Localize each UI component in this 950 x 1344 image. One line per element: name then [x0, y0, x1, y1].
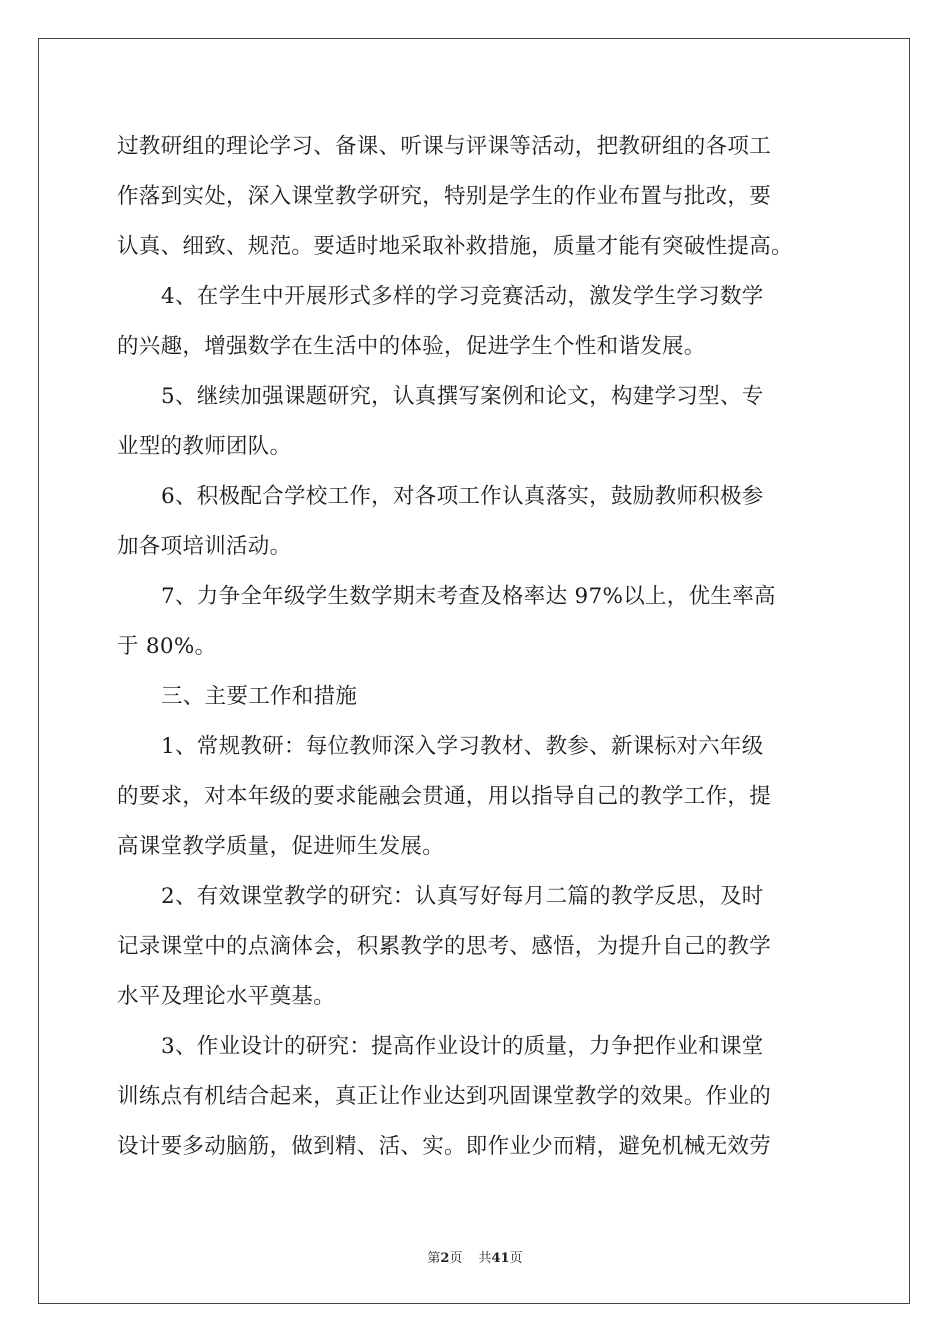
page-footer — [0, 1247, 950, 1266]
text-line: 7、力争全年级学生数学期末考查及格率达 97%以上，优生率高 — [161, 584, 776, 609]
text-line: 的要求，对本年级的要求能融会贯通，用以指导自己的教学工作，提 — [117, 784, 772, 809]
text-line: 5、继续加强课题研究，认真撰写案例和论文，构建学习型、专 — [161, 384, 764, 409]
text-line: 过教研组的理论学习、备课、听课与评课等活动，把教研组的各项工 — [117, 134, 772, 159]
text-line: 2、有效课堂教学的研究：认真写好每月二篇的教学反思，及时 — [161, 884, 764, 909]
section-heading: 三、主要工作和措施 — [161, 684, 358, 709]
total-suffix: 页 — [509, 1251, 523, 1266]
text-line: 3、作业设计的研究：提高作业设计的质量，力争把作业和课堂 — [161, 1034, 764, 1059]
text-line: 记录课堂中的点滴体会，积累教学的思考、感悟，为提升自己的教学 — [117, 934, 772, 959]
text-line: 训练点有机结合起来，真正让作业达到巩固课堂教学的效果。作业的 — [117, 1084, 772, 1109]
page-prefix: 第 — [427, 1251, 441, 1266]
total-pages: 41 — [491, 1251, 510, 1266]
text-line: 认真、细致、规范。要适时地采取补救措施，质量才能有突破性提高。 — [117, 234, 793, 259]
text-line: 水平及理论水平奠基。 — [117, 984, 336, 1009]
text-line: 4、在学生中开展形式多样的学习竞赛活动，激发学生学习数学 — [161, 284, 764, 309]
text-line: 高课堂教学质量，促进师生发展。 — [117, 834, 445, 859]
page-number: 2 — [440, 1251, 450, 1266]
text-line: 设计要多动脑筋，做到精、活、实。即作业少而精，避免机械无效劳 — [117, 1134, 772, 1159]
text-line: 1、常规教研：每位教师深入学习教材、教参、新课标对六年级 — [161, 734, 764, 759]
text-line: 6、积极配合学校工作，对各项工作认真落实，鼓励教师积极参 — [161, 484, 764, 509]
text-line: 于 80%。 — [117, 634, 217, 659]
total-prefix: 共 — [478, 1251, 492, 1266]
text-line: 加各项培训活动。 — [117, 534, 292, 559]
text-line: 作落到实处，深入课堂教学研究，特别是学生的作业布置与批改，要 — [117, 184, 772, 209]
text-line: 业型的教师团队。 — [117, 434, 292, 459]
text-line: 的兴趣，增强数学在生活中的体验，促进学生个性和谐发展。 — [117, 334, 706, 359]
document-body — [117, 122, 831, 1172]
page-suffix: 页 — [449, 1251, 463, 1266]
